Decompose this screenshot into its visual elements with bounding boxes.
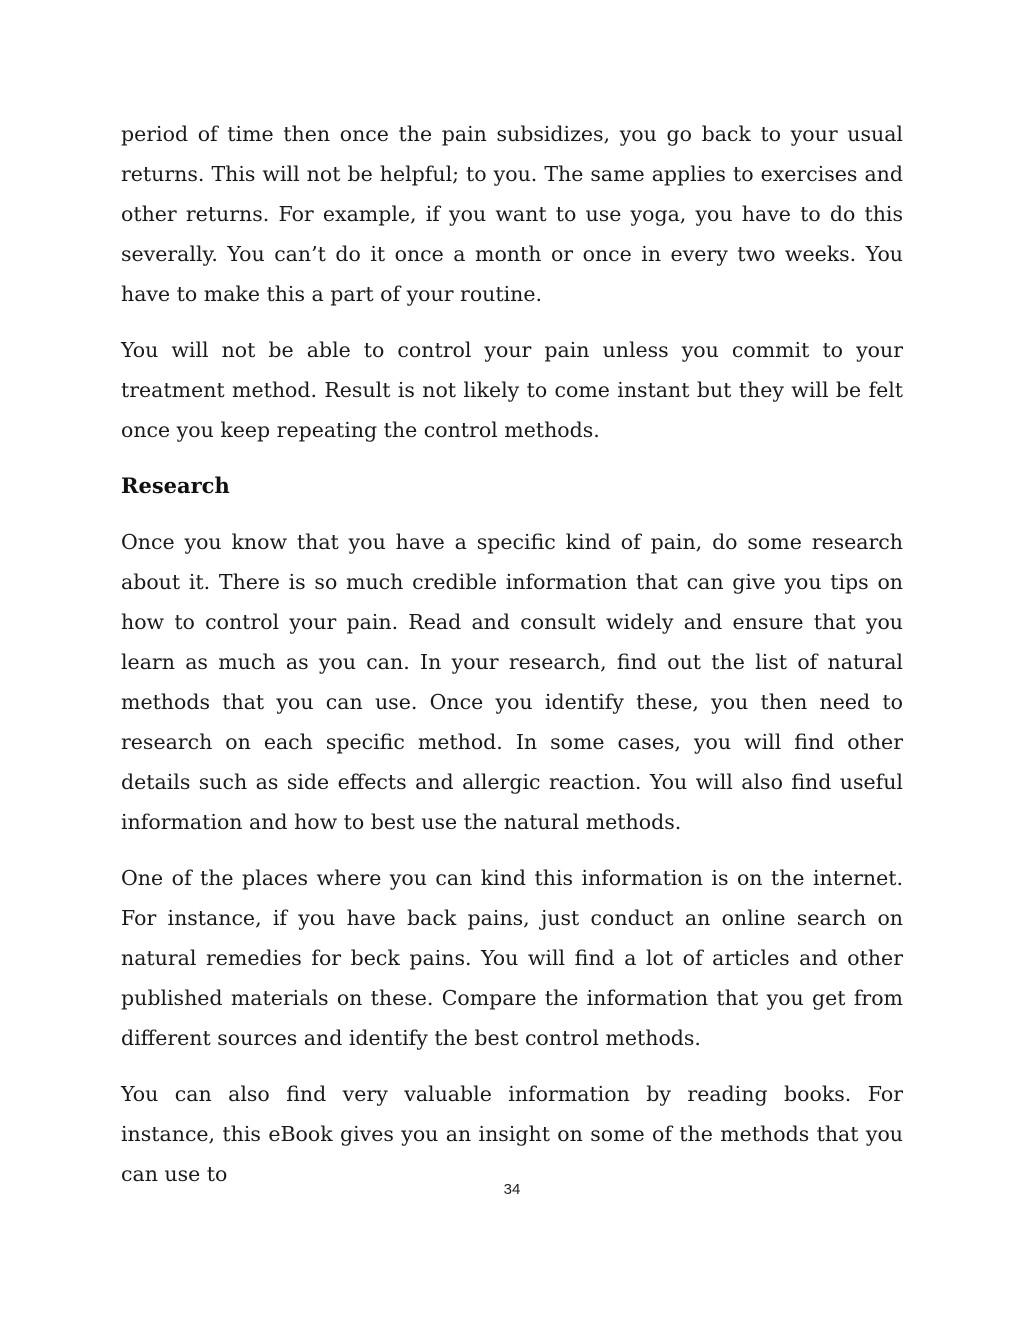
paragraph: One of the places where you can kind this information is on the internet. For instance, if you have back pains, just conduct an online search on natural remedies for beck pains. You will find a lot of articles and other published materials on these. Compare the information that you get from different sources and identify the best control methods. — [121, 866, 903, 1050]
paragraph: period of time then once the pain subsidizes, you go back to your usual returns. This will not be helpful; to you. The same applies to exercises and other returns. For example, if you want to use yoga, you have to do this severally. You can’t do it once a month or once in every two weeks. You have to make this a part of your routine. — [121, 122, 903, 306]
paragraph: You will not be able to control your pain unless you commit to your treatment method. Result is not likely to come instant but they will be felt once you keep repeating the control methods. — [121, 338, 903, 442]
paragraph: Once you know that you have a specific kind of pain, do some research about it. There is so much credible information that can give you tips on how to control your pain. Read and consult widely and ensure that you learn as much as you can. In your research, find out the list of natural methods that you can use. Once you identify these, you then need to research on each specific method. In some cases, you will find other details such as side effects and allergic reaction. You will also find useful information and how to best use the natural methods. — [121, 530, 903, 834]
paragraph: You can also find very valuable information by reading books. For instance, this eBook gives you an insight on some of the methods that you can use to — [121, 1082, 903, 1186]
page-number: 34 — [503, 1181, 521, 1198]
section-heading: Research — [121, 473, 230, 498]
body-text — [121, 114, 903, 1210]
